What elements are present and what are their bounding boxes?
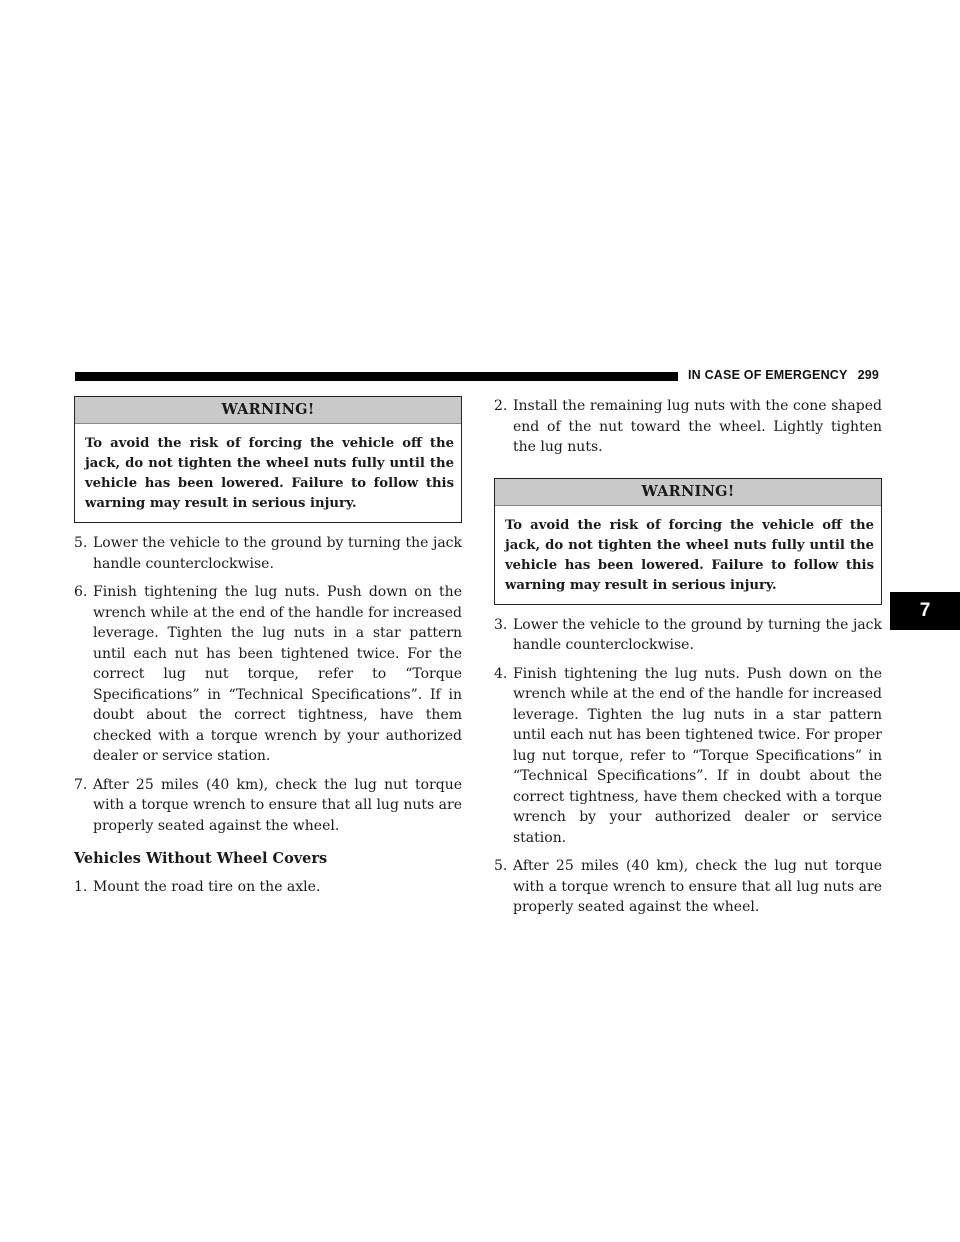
step-text: Install the remaining lug nuts with the cone shaped end of the nut toward the wheel. Lightly tighten the lug nuts. (513, 398, 882, 455)
step-number: 5. (74, 535, 88, 551)
section-title: IN CASE OF EMERGENCY (688, 368, 848, 382)
step-text: Mount the road tire on the axle. (93, 879, 321, 895)
header-rule (75, 372, 678, 381)
step-item (494, 856, 882, 918)
step-text: Lower the vehicle to the ground by turning the jack handle counterclockwise. (93, 535, 462, 572)
warning-title: WARNING! (495, 479, 881, 506)
warning-body: To avoid the risk of forcing the vehicle off the jack, do not tighten the wheel nuts fully until the vehicle has been lowered. Failure to follow this warning may result in serious injury. (85, 436, 454, 511)
step-number: 5. (494, 858, 508, 874)
step-number: 2. (494, 398, 508, 414)
warning-box (494, 478, 882, 605)
running-header (688, 368, 888, 382)
step-text: Lower the vehicle to the ground by turning the jack handle counterclockwise. (513, 616, 882, 653)
step-text: Finish tightening the lug nuts. Push down on the wrench while at the end of the handle for increased leverage. Tighten the lug nuts in a star pattern until each nut has been tightened twice. For proper lug nut torque, refer to “Torque Specifications” in “Technical Specifications”. If in doubt about the correct tightness, have them checked with a torque wrench by your authorized dealer or service station. (513, 665, 882, 846)
right-column (494, 396, 882, 926)
step-number: 7. (74, 776, 88, 793)
warning-body: To avoid the risk of forcing the vehicle off the jack, do not tighten the wheel nuts fully until the vehicle has been lowered. Failure to follow this warning may result in serious injury. (505, 517, 874, 593)
step-item (494, 396, 882, 458)
step-number: 4. (494, 665, 508, 682)
step-text: Finish tightening the lug nuts. Push down on the wrench while at the end of the handle for increased leverage. Tighten the lug nuts in a star pattern until each nut has been tightened twice. For the correct lug nut torque, refer to “Torque Specifications” in “Technical Specifications”. If in doubt about the correct tightness, have them checked with a torque wrench by your authorized dealer or service station. (93, 584, 462, 764)
step-text: After 25 miles (40 km), check the lug nut torque with a torque wrench to ensure that all lug nuts are properly seated against the wheel. (93, 776, 462, 834)
step-item (74, 775, 462, 837)
section-heading: Vehicles Without Wheel Covers (74, 850, 328, 867)
warning-box (74, 396, 462, 523)
step-item (74, 582, 462, 767)
left-column (74, 396, 462, 906)
chapter-tab: 7 (890, 592, 960, 630)
step-text: After 25 miles (40 km), check the lug nut torque with a torque wrench to ensure that all lug nuts are properly seated against the wheel. (513, 858, 882, 915)
step-number: 3. (494, 616, 508, 633)
step-item (494, 664, 882, 849)
step-number: 1. (74, 879, 88, 895)
step-number: 6. (74, 584, 88, 600)
step-item (494, 615, 882, 656)
step-item (74, 877, 462, 898)
warning-title: WARNING! (75, 397, 461, 424)
page-number: 299 (857, 368, 880, 382)
step-item (74, 533, 462, 574)
